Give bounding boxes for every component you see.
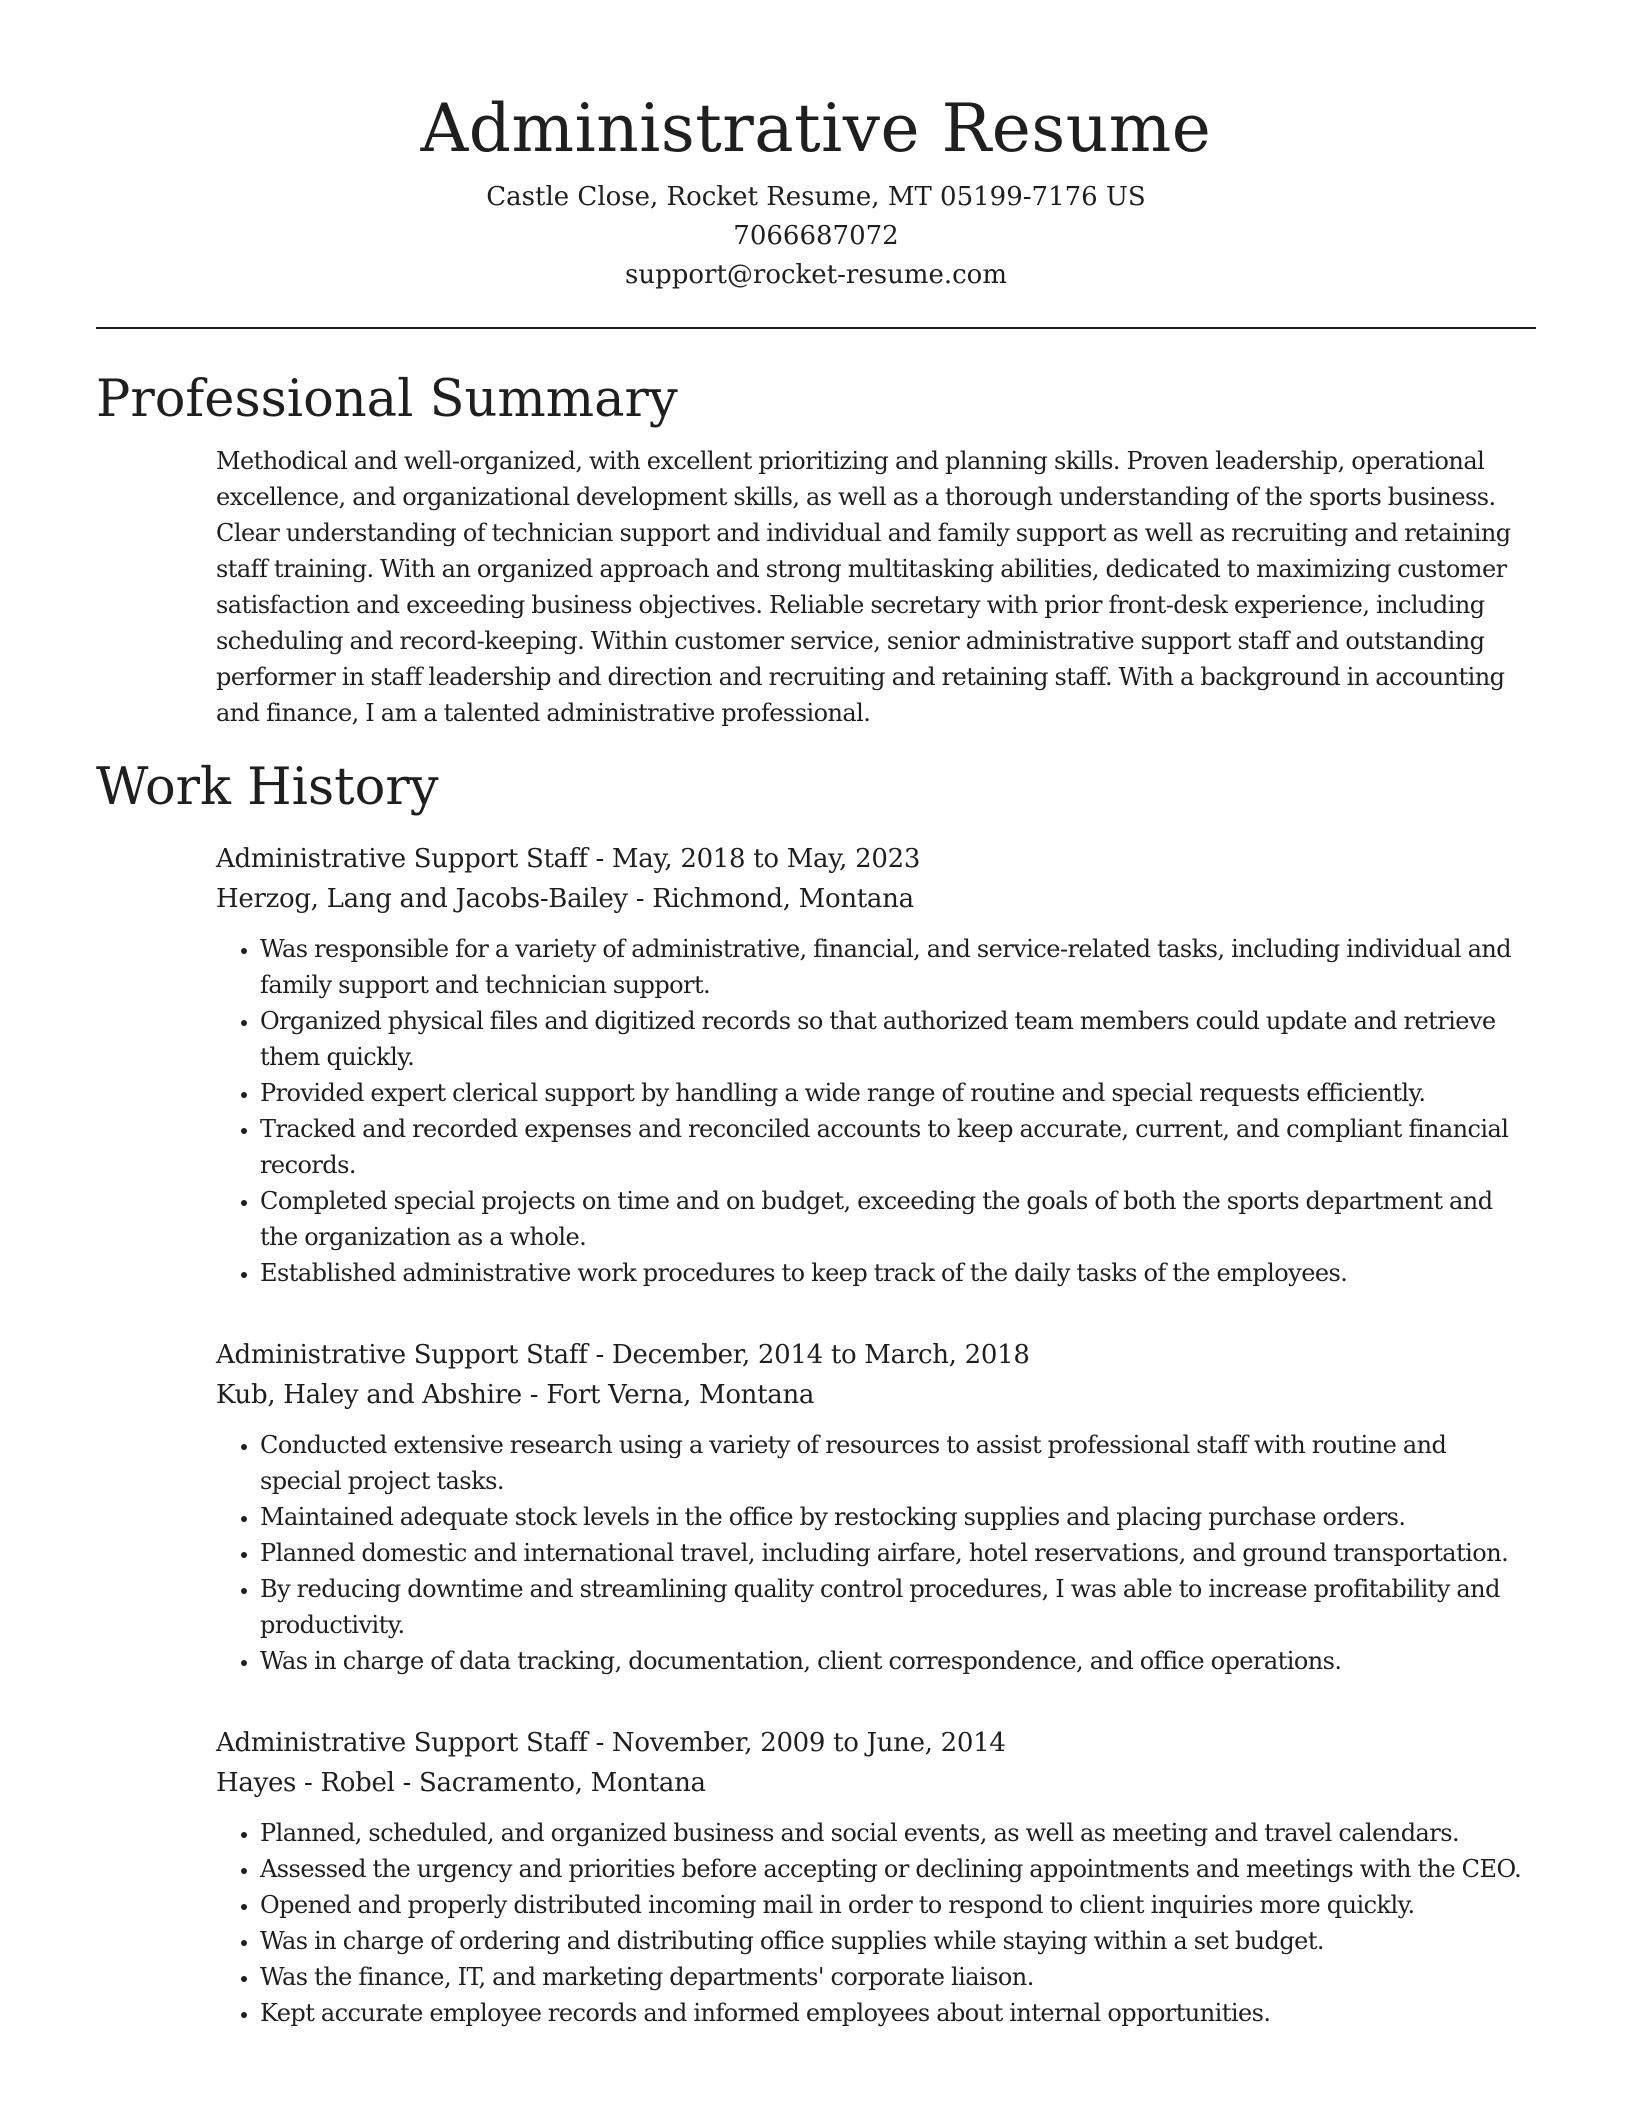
contact-email: support@rocket-resume.com [624, 260, 1007, 290]
job-bullet: • Planned, scheduled, and organized business and social events, as well as meeting and travel calendars. [260, 1815, 1526, 1851]
resume-header [96, 0, 1536, 295]
job-bullet: • Tracked and recorded expenses and reconciled accounts to keep accurate, current, and compliant financial records. [260, 1111, 1526, 1183]
job-bullet: • Was in charge of ordering and distributing office supplies while staying within a set budget. [260, 1923, 1526, 1959]
job-bullet: • Was the finance, IT, and marketing departments' corporate liaison. [260, 1959, 1526, 1995]
header-divider [96, 327, 1536, 329]
job-bullet: • Opened and properly distributed incoming mail in order to respond to client inquiries more quickly. [260, 1887, 1526, 1923]
job-entry [216, 1723, 1526, 2031]
job-bullet: • Was in charge of data tracking, documentation, client correspondence, and office operations. [260, 1643, 1526, 1679]
job-entry [216, 1335, 1526, 1679]
job-title-dates: Administrative Support Staff - November, 2009 to June, 2014 [216, 1728, 1006, 1758]
job-company-location: Herzog, Lang and Jacobs-Bailey - Richmond, Montana [216, 884, 914, 914]
job-bullet-list [216, 1427, 1526, 1679]
contact-address: Castle Close, Rocket Resume, MT 05199-7176 US [486, 182, 1146, 212]
job-bullet: • Kept accurate employee records and informed employees about internal opportunities. [260, 1995, 1526, 2031]
job-title-dates: Administrative Support Staff - December, 2014 to March, 2018 [216, 1340, 1030, 1370]
job-bullet: • Established administrative work procedures to keep track of the daily tasks of the employees. [260, 1255, 1526, 1291]
work-history-heading: Work History [96, 758, 439, 817]
job-bullet: • Assessed the urgency and priorities before accepting or declining appointments and meetings with the CEO. [260, 1851, 1526, 1887]
summary-paragraph: Methodical and well-organized, with excellent prioritizing and planning skills. Proven leadership, operational excellence, and organizational development skills, as well as a thorough understanding of the sports business. Clear understanding of technician support and individual and family support as well as recruiting and retaining staff training. With an organized approach and strong multitasking abilities, dedicated to maximizing customer satisfaction and exceeding business objectives. Reliable secretary with prior front-desk experience, including scheduling and record-keeping. Within customer service, senior administrative support staff and outstanding performer in staff leadership and direction and recruiting and retaining staff. With a background in accounting and finance, I am a talented administrative professional. [216, 447, 1511, 727]
job-bullet: • Organized physical files and digitized records so that authorized team members could update and retrieve them quickly. [260, 1003, 1526, 1075]
contact-phone: 7066687072 [733, 221, 899, 251]
contact-block [96, 178, 1536, 295]
job-bullet: • Conducted extensive research using a variety of resources to assist professional staff with routine and special project tasks. [260, 1427, 1526, 1499]
job-company-location: Hayes - Robel - Sacramento, Montana [216, 1768, 706, 1798]
job-title-dates: Administrative Support Staff - May, 2018 to May, 2023 [216, 844, 921, 874]
work-history-section [96, 755, 1536, 2031]
professional-summary-section [96, 367, 1536, 731]
job-entry [216, 839, 1526, 1291]
job-bullet: • Completed special projects on time and on budget, exceeding the goals of both the sports department and the organization as a whole. [260, 1183, 1526, 1255]
job-bullet-list [216, 931, 1526, 1291]
job-bullet-list [216, 1815, 1526, 2031]
job-bullet: • Maintained adequate stock levels in the office by restocking supplies and placing purchase orders. [260, 1499, 1526, 1535]
work-history-body [216, 839, 1526, 2031]
summary-heading: Professional Summary [96, 370, 678, 429]
job-bullet: • Provided expert clerical support by handling a wide range of routine and special requests efficiently. [260, 1075, 1526, 1111]
summary-body [216, 443, 1526, 731]
job-company-location: Kub, Haley and Abshire - Fort Verna, Montana [216, 1380, 815, 1410]
job-bullet: • Planned domestic and international travel, including airfare, hotel reservations, and ground transportation. [260, 1535, 1526, 1571]
resume-title: Administrative Resume [420, 90, 1212, 167]
resume-page [96, 0, 1536, 2031]
job-bullet: • Was responsible for a variety of administrative, financial, and service-related tasks, including individual and family support and technician support. [260, 931, 1526, 1003]
job-bullet: • By reducing downtime and streamlining quality control procedures, I was able to increase profitability and productivity. [260, 1571, 1526, 1643]
